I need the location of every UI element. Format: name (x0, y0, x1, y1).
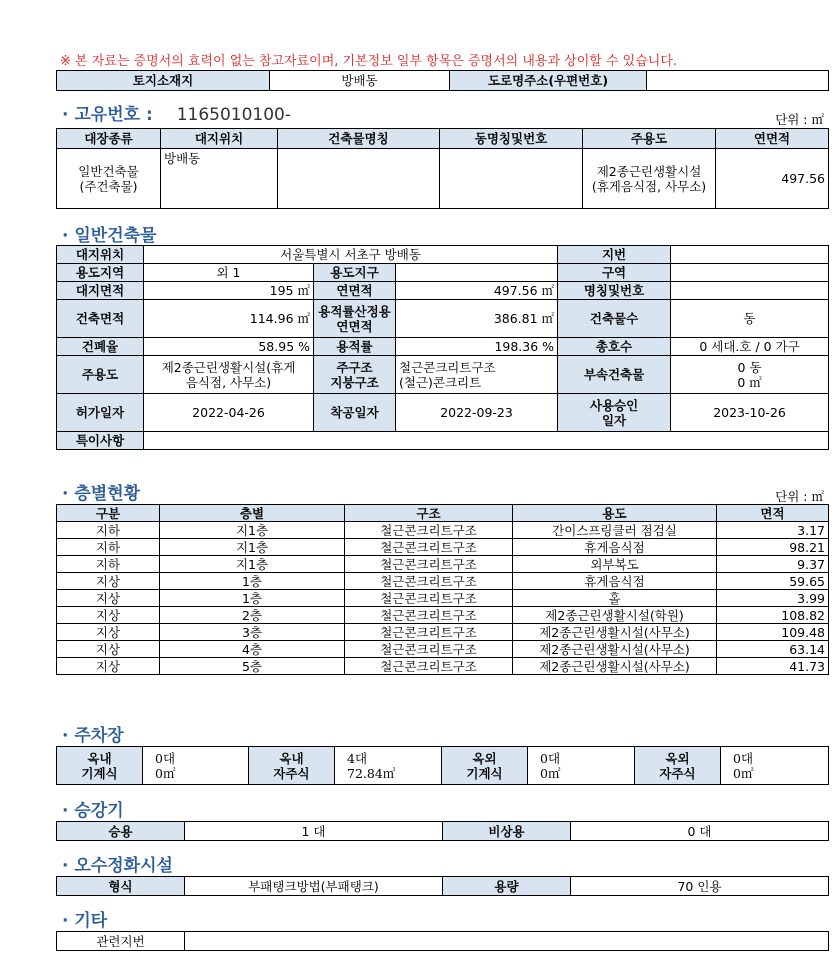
households-label: 총호수 (558, 338, 671, 356)
structure-value: 철근콘크리트구조 (철근)콘크리트 (396, 356, 558, 394)
jibun-value (671, 246, 829, 264)
floor-number: 4층 (160, 641, 345, 658)
register-building-name (278, 149, 440, 209)
district-value (396, 264, 558, 282)
start-date-value: 2022-09-23 (396, 394, 558, 432)
outdoor-mechanical-label: 옥외 기계식 (442, 747, 528, 785)
col-register-type: 대장종류 (57, 129, 161, 149)
floor-number: 지1층 (160, 522, 345, 539)
start-date-label: 착공일자 (314, 394, 396, 432)
col-floor-division: 구분 (57, 505, 160, 522)
table-row (57, 607, 829, 624)
site-area-value: 195 ㎡ (144, 282, 314, 300)
register-main-use: 제2종근린생활시설 (휴게음식점, 사무소) (583, 149, 716, 209)
floor-area: 63.14 (717, 641, 829, 658)
emergency-elevator-value: 0 대 (571, 822, 829, 841)
floor-division: 지상 (57, 590, 160, 607)
floor-structure: 철근콘크리트구조 (345, 624, 513, 641)
floor-division: 지하 (57, 539, 160, 556)
floor-area: 108.82 (717, 607, 829, 624)
indoor-mechanical-value: 0대 0㎡ (143, 747, 249, 785)
approval-date-label: 사용승인 일자 (558, 394, 671, 432)
area-zone-label: 구역 (558, 264, 671, 282)
col-area: 면적 (717, 505, 829, 522)
floor-area: 9.37 (717, 556, 829, 573)
outdoor-self-label: 옥외 자주식 (635, 747, 721, 785)
unique-unit: 단위 : ㎡ (775, 112, 824, 127)
sewage-table (56, 876, 829, 896)
district-label: 용도지구 (314, 264, 396, 282)
floor-division: 지상 (57, 607, 160, 624)
floor-number: 1층 (160, 590, 345, 607)
site-location-label: 대지위치 (57, 246, 144, 264)
floor-structure: 철근콘크리트구조 (345, 522, 513, 539)
general-title: · 일반건축물 (62, 226, 157, 246)
register-location: 방배동 (161, 149, 278, 209)
table-row (57, 573, 829, 590)
households-value: 0 세대.호 / 0 가구 (671, 338, 829, 356)
lot-label: 토지소재지 (57, 71, 270, 91)
indoor-mechanical-label: 옥내 기계식 (57, 747, 143, 785)
floor-use: 제2종근린생활시설(사무소) (513, 641, 717, 658)
floor-area: 3.99 (717, 590, 829, 607)
name-number-label: 명칭및번호 (558, 282, 671, 300)
floor-structure: 철근콘크리트구조 (345, 539, 513, 556)
structure-label: 주구조 지붕구조 (314, 356, 396, 394)
etc-table (56, 931, 829, 951)
table-row (57, 624, 829, 641)
far-label: 용적률 (314, 338, 396, 356)
floor-division: 지상 (57, 641, 160, 658)
floor-use: 휴게음식점 (513, 539, 717, 556)
unique-number-label: · 고유번호 : (62, 105, 153, 125)
approval-date-value: 2023-10-26 (671, 394, 829, 432)
outdoor-mechanical-value: 0대 0㎡ (528, 747, 635, 785)
special-notes-label: 특이사항 (57, 432, 144, 450)
floor-use: 외부복도 (513, 556, 717, 573)
far-area-label: 용적률산정용 연면적 (314, 300, 396, 338)
col-building-name: 건축물명칭 (278, 129, 440, 149)
floor-number: 3층 (160, 624, 345, 641)
register-table (56, 128, 829, 209)
total-area-value: 497.56 ㎡ (396, 282, 558, 300)
floor-division: 지상 (57, 624, 160, 641)
sewage-type-label: 형식 (57, 877, 185, 896)
floor-area: 3.17 (717, 522, 829, 539)
floor-division: 지하 (57, 556, 160, 573)
floor-use: 홀 (513, 590, 717, 607)
floors-unit: 단위 : ㎡ (775, 489, 824, 504)
total-area-label: 연면적 (314, 282, 396, 300)
floor-structure: 철근콘크리트구조 (345, 658, 513, 675)
bcr-label: 건폐율 (57, 338, 144, 356)
etc-title: · 기타 (62, 911, 108, 931)
col-structure: 구조 (345, 505, 513, 522)
building-area-label: 건축면적 (57, 300, 144, 338)
main-use-value: 제2종근린생활시설(휴게 음식점, 사무소) (144, 356, 314, 394)
special-notes-value (144, 432, 829, 450)
register-type: 일반건축물 (주건축물) (57, 149, 161, 209)
floor-number: 지1층 (160, 539, 345, 556)
indoor-self-label: 옥내 자주식 (249, 747, 335, 785)
register-total-area: 497.56 (716, 149, 829, 209)
emergency-elevator-label: 비상용 (443, 822, 571, 841)
jibun-label: 지번 (558, 246, 671, 264)
floor-area: 109.48 (717, 624, 829, 641)
sewage-capacity-value: 70 인용 (571, 877, 829, 896)
sewage-type-value: 부패탱크방법(부패탱크) (185, 877, 443, 896)
floor-area: 59.65 (717, 573, 829, 590)
elevator-table (56, 821, 829, 841)
sewage-capacity-label: 용량 (443, 877, 571, 896)
floor-use: 제2종근린생활시설(사무소) (513, 624, 717, 641)
floor-area: 41.73 (717, 658, 829, 675)
col-floor: 층별 (160, 505, 345, 522)
table-row (57, 539, 829, 556)
name-number-value (671, 282, 829, 300)
permit-date-value: 2022-04-26 (144, 394, 314, 432)
floor-use: 간이스프링클러 점검실 (513, 522, 717, 539)
table-row (57, 658, 829, 675)
address-table (56, 70, 829, 91)
col-site-location: 대지위치 (161, 129, 278, 149)
floor-number: 1층 (160, 573, 345, 590)
passenger-elevator-value: 1 대 (185, 822, 443, 841)
table-row (57, 641, 829, 658)
col-total-area: 연면적 (716, 129, 829, 149)
floor-structure: 철근콘크리트구조 (345, 573, 513, 590)
col-dong-name: 동명칭및번호 (440, 129, 583, 149)
related-lot-value (185, 932, 829, 951)
related-lot-label: 관련지번 (57, 932, 185, 951)
floors-table (56, 504, 829, 675)
bcr-value: 58.95 % (144, 338, 314, 356)
floor-division: 지상 (57, 658, 160, 675)
floor-number: 5층 (160, 658, 345, 675)
floor-area: 98.21 (717, 539, 829, 556)
table-row (57, 522, 829, 539)
unique-number-value: 1165010100- (176, 105, 291, 125)
annex-label: 부속건축물 (558, 356, 671, 394)
zone-value: 외 1 (144, 264, 314, 282)
floor-structure: 철근콘크리트구조 (345, 607, 513, 624)
lot-value: 방배동 (270, 71, 450, 91)
parking-title: · 주차장 (62, 726, 124, 746)
outdoor-self-value: 0대 0㎡ (721, 747, 829, 785)
floor-number: 2층 (160, 607, 345, 624)
floor-number: 지1층 (160, 556, 345, 573)
elevator-title: · 승강기 (62, 801, 124, 821)
unique-number-title (62, 100, 291, 125)
sewage-title: · 오수정화시설 (62, 856, 173, 876)
col-main-use: 주용도 (583, 129, 716, 149)
site-area-label: 대지면적 (57, 282, 144, 300)
area-zone-value (671, 264, 829, 282)
general-table (56, 245, 829, 450)
floor-use: 제2종근린생활시설(학원) (513, 607, 717, 624)
building-area-value: 114.96 ㎡ (144, 300, 314, 338)
passenger-elevator-label: 승용 (57, 822, 185, 841)
road-address-label: 도로명주소(우편번호) (450, 71, 647, 91)
permit-date-label: 허가일자 (57, 394, 144, 432)
col-use: 용도 (513, 505, 717, 522)
floor-division: 지하 (57, 522, 160, 539)
register-dong (440, 149, 583, 209)
table-row (57, 556, 829, 573)
indoor-self-value: 4대 72.84㎡ (335, 747, 442, 785)
floor-structure: 철근콘크리트구조 (345, 556, 513, 573)
floor-use: 휴게음식점 (513, 573, 717, 590)
main-use-label: 주용도 (57, 356, 144, 394)
site-location-value: 서울특별시 서초구 방배동 (144, 246, 558, 264)
building-count-label: 건축물수 (558, 300, 671, 338)
floor-structure: 철근콘크리트구조 (345, 641, 513, 658)
table-row (57, 590, 829, 607)
parking-table (56, 746, 829, 785)
floor-division: 지상 (57, 573, 160, 590)
building-count-value: 동 (671, 300, 829, 338)
floor-use: 제2종근린생활시설(사무소) (513, 658, 717, 675)
far-area-value: 386.81 ㎡ (396, 300, 558, 338)
road-address-value (647, 71, 829, 91)
notice-text: ※ 본 자료는 증명서의 효력이 없는 참고자료이며, 기본정보 일부 항목은 증명서의 내용과 상이할 수 있습니다. (60, 54, 678, 69)
annex-value: 0 동 0 ㎡ (671, 356, 829, 394)
far-value: 198.36 % (396, 338, 558, 356)
floors-title: · 층별현황 (62, 484, 141, 504)
zone-label: 용도지역 (57, 264, 144, 282)
floor-structure: 철근콘크리트구조 (345, 590, 513, 607)
